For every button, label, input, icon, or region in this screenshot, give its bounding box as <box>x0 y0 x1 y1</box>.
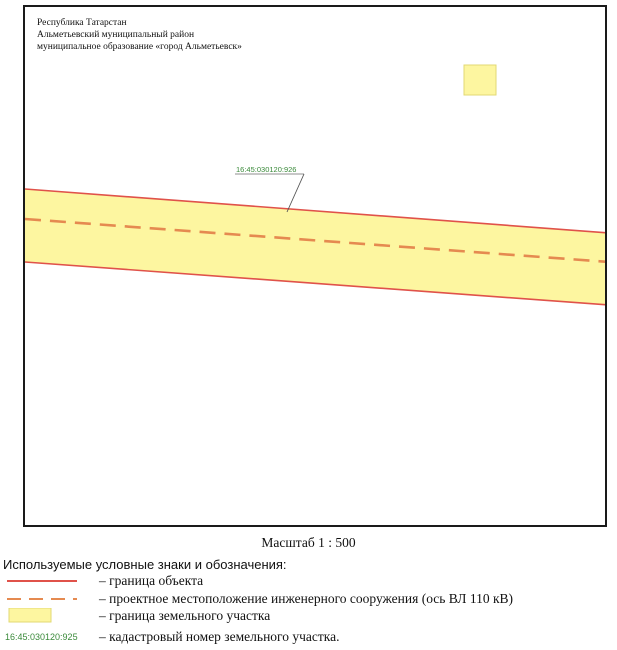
header-municipality: муниципальное образование «город Альметьевск» <box>37 42 242 52</box>
legend-text-cadastral: – кадастровый номер земельного участка. <box>99 629 340 644</box>
header-region: Республика Татарстан <box>37 18 127 28</box>
land-parcel-small <box>464 65 496 95</box>
map-frame[interactable] <box>23 5 607 527</box>
legend-text-object-boundary: – граница объекта <box>99 573 204 588</box>
map-canvas[interactable] <box>25 7 607 527</box>
header-district: Альметьевский муниципальный район <box>37 30 195 40</box>
legend-item-object-boundary <box>3 573 613 591</box>
red-line-icon <box>3 573 83 591</box>
corridor-band <box>25 189 607 305</box>
legend-cadastral-sample: 16:45:030120:925 <box>5 632 78 642</box>
legend-title: Используемые условные знаки и обозначения: <box>3 557 287 572</box>
legend-item-axis <box>3 591 613 609</box>
cadastral-number-label: 16:45:030120:926 <box>236 165 297 174</box>
map-scale: Масштаб 1 : 500 <box>261 535 356 550</box>
legend-item-parcel <box>3 608 613 626</box>
legend-item-cadastral <box>3 629 613 647</box>
location-header <box>37 17 242 53</box>
yellow-box-icon <box>3 608 83 626</box>
cadastral-leader-line <box>287 174 304 212</box>
orange-dashed-line-icon <box>3 591 83 609</box>
legend-text-parcel: – граница земельного участка <box>99 608 271 623</box>
legend-text-axis: – проектное местоположение инженерного сооружения (ось ВЛ 110 кВ) <box>99 591 514 606</box>
